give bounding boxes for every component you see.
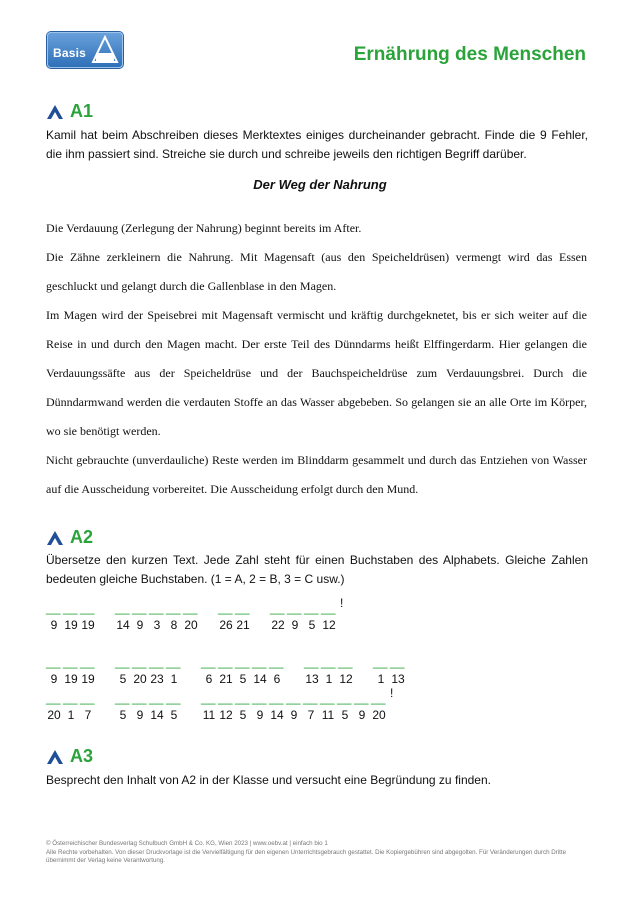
basis-logo [47,32,123,68]
section-a1-label: A1 [70,101,94,121]
basis-level-icon [91,35,119,65]
letter-blank[interactable]: __ [235,600,250,615]
cipher-number: 23 [150,672,164,686]
letter-blank[interactable]: __ [321,600,336,615]
article-paragraph: Nicht gebrauchte (unverdauliche) Reste werden im Blinddarm gesammelt und durch das Entziehen von Wasser auf die Ausscheidung vorbereitet. Die Ausscheidung erfolgt durch den Mund. [46,453,587,496]
section-a2-heading [46,527,93,548]
section-a3-label: A3 [70,746,94,766]
letter-blank[interactable]: __ [132,600,147,615]
section-a1-heading [46,101,93,122]
letter-blank[interactable]: __ [115,654,130,669]
cipher-number: 14 [150,708,164,722]
cipher-number: 1 [67,708,75,722]
letter-blank[interactable]: __ [63,654,78,669]
cipher-number: 5 [239,708,247,722]
letter-blank[interactable]: __ [252,654,267,669]
cipher-number: 20 [372,708,386,722]
letter-blank[interactable]: __ [354,690,369,705]
cipher-number: 5 [170,708,178,722]
cipher-number: 9 [291,618,299,632]
cipher-number: 6 [205,672,213,686]
letter-blank[interactable]: __ [337,690,352,705]
a3-instruction: Besprecht den Inhalt von A2 in der Klasse und versucht eine Begründung zu finden. [46,773,491,787]
letter-blank[interactable]: __ [235,690,250,705]
cipher-number: 21 [219,672,233,686]
logo-text: Basis [53,46,87,60]
cipher-number: 9 [50,618,58,632]
cipher-number: 19 [64,618,78,632]
cipher-number: 1 [170,672,178,686]
cipher-number: 13 [305,672,319,686]
letter-blank[interactable]: __ [46,654,61,669]
cipher-number: 12 [322,618,336,632]
section-a3-heading [46,746,93,767]
cipher-number: 14 [253,672,267,686]
letter-blank[interactable]: __ [286,690,301,705]
difficulty-triangle-icon [46,530,64,546]
letter-blank[interactable]: __ [166,690,181,705]
letter-blank[interactable]: __ [218,654,233,669]
cipher-number: 1 [377,672,385,686]
difficulty-triangle-icon [46,749,64,765]
letter-blank[interactable]: __ [218,690,233,705]
footer-copyright: © Österreichischer Bundesverlag Schulbuch GmbH & Co. KG, Wien 2023 | www.oebv.at | einfach bio 1 [46,840,328,847]
letter-blank[interactable]: __ [132,654,147,669]
cipher-number: 26 [219,618,233,632]
letter-blank[interactable]: __ [63,600,78,615]
cipher-number: 5 [119,672,127,686]
cipher-number: 5 [119,708,127,722]
cipher-number: 9 [358,708,366,722]
letter-blank[interactable]: __ [201,654,216,669]
letter-blank[interactable]: __ [80,654,95,669]
letter-blank[interactable]: __ [149,600,164,615]
letter-blank[interactable]: __ [287,600,302,615]
cipher-number: 11 [202,708,216,722]
cipher-number: 9 [290,708,298,722]
letter-blank[interactable]: __ [149,654,164,669]
sentence-end-mark: ! [340,596,344,610]
cipher-number: 5 [239,672,247,686]
letter-blank[interactable]: __ [46,600,61,615]
cipher-number: 5 [308,618,316,632]
cipher-number: 9 [50,672,58,686]
cipher-number: 9 [256,708,264,722]
a1-instruction: Kamil hat beim Abschreiben dieses Merktextes einiges durcheinander gebracht. Finde die 9 Fehler, die ihm passiert sind. Streiche sie durch und schreibe jeweils den richtigen Begriff darüber. [46,128,588,161]
cipher-number: 9 [136,618,144,632]
letter-blank[interactable]: __ [269,690,284,705]
letter-blank[interactable]: __ [321,654,336,669]
letter-blank[interactable]: __ [371,690,386,705]
article-title: Der Weg der Nahrung [253,177,387,192]
page-title: Ernährung des Menschen [353,44,586,65]
footer-rights: Alle Rechte vorbehalten. Von dieser Druckvorlage ist die Vervielfältigung für den eigenen Unterrichtsgebrauch gestattet. Die Kopiergebühren sind abgegolten. Für Veränderungen durch Dritte übernimmt der Verlag keine Verantwortung. [46,848,567,864]
letter-blank[interactable]: __ [304,654,319,669]
article-text [46,214,587,504]
letter-blank[interactable]: __ [269,654,284,669]
cipher-number: 20 [133,672,147,686]
letter-blank[interactable]: __ [338,654,353,669]
letter-blank[interactable]: __ [235,654,250,669]
article-paragraph: Die Zähne zerkleinern die Nahrung. Mit Magensaft (aus den Speicheldrüsen) vermengt wird das Essen geschluckt und gelangt durch die Gallenblase in den Magen. [46,250,587,293]
letter-blank[interactable]: __ [149,690,164,705]
cipher-number: 9 [136,708,144,722]
letter-blank[interactable]: __ [270,600,285,615]
cipher-number: 6 [273,672,281,686]
letter-blank[interactable]: __ [46,690,61,705]
cipher-number: 14 [270,708,284,722]
letter-blank[interactable]: __ [320,690,335,705]
letter-blank[interactable]: __ [166,654,181,669]
cipher-number: 7 [84,708,92,722]
difficulty-triangle-icon [46,104,64,120]
letter-blank[interactable]: __ [63,690,78,705]
letter-blank[interactable]: __ [183,600,198,615]
cipher-number: 19 [81,618,95,632]
cipher-number: 20 [47,708,61,722]
cipher-number: 11 [321,708,335,722]
cipher-number: 8 [170,618,178,632]
cipher-number: 19 [81,672,95,686]
article-paragraph: Im Magen wird der Speisebrei mit Magensaft vermischt und kräftig durchgeknetet, bis er sich weiter auf die Reise in und durch den Magen macht. Der erste Teil des Dünndarms heißt Elffingerdarm. Hier gelangen die Verdauungssäfte aus der Speicheldrüse und der Bauchspeicheldrüse zum Verdauungsbrei. Durch die Dünndarmwand werden die verdauten Stoffe an das Wasser abgebeben. So gelangen sie an alle Orte im Körper, wo sie benötigt werden. [46,308,587,438]
letter-blank[interactable]: __ [218,600,233,615]
letter-blank[interactable]: __ [80,600,95,615]
footer [46,840,586,866]
cipher-number: 21 [236,618,250,632]
letter-blank[interactable]: __ [252,690,267,705]
cipher-number: 12 [219,708,233,722]
cipher-number: 14 [116,618,130,632]
cipher-number: 3 [153,618,161,632]
letter-blank[interactable]: __ [80,690,95,705]
section-a2-label: A2 [70,527,94,547]
cipher-number: 22 [271,618,285,632]
cipher-number: 20 [184,618,198,632]
letter-blank[interactable]: __ [303,690,318,705]
cipher-number: 13 [391,672,405,686]
cipher-number: 1 [325,672,333,686]
letter-blank[interactable]: __ [132,690,147,705]
letter-blank[interactable]: __ [166,600,181,615]
a2-instruction: Übersetze den kurzen Text. Jede Zahl steht für einen Buchstaben des Alphabets. Gleiche Zahlen bedeuten gleiche Buchstaben. (1 = A, 2 = B, 3 = C usw.) [46,553,588,586]
sentence-end-mark: ! [390,686,394,700]
cipher-number: 12 [339,672,353,686]
letter-blank[interactable]: __ [115,600,130,615]
cipher-number: 19 [64,672,78,686]
letter-blank[interactable]: __ [115,690,130,705]
letter-blank[interactable]: __ [201,690,216,705]
letter-blank[interactable]: __ [373,654,388,669]
cipher-number: 7 [307,708,315,722]
letter-blank[interactable]: __ [304,600,319,615]
letter-blank[interactable]: __ [390,654,405,669]
article-paragraph: Die Verdauung (Zerlegung der Nahrung) beginnt bereits im After. [46,221,362,235]
cipher-number: 5 [341,708,349,722]
